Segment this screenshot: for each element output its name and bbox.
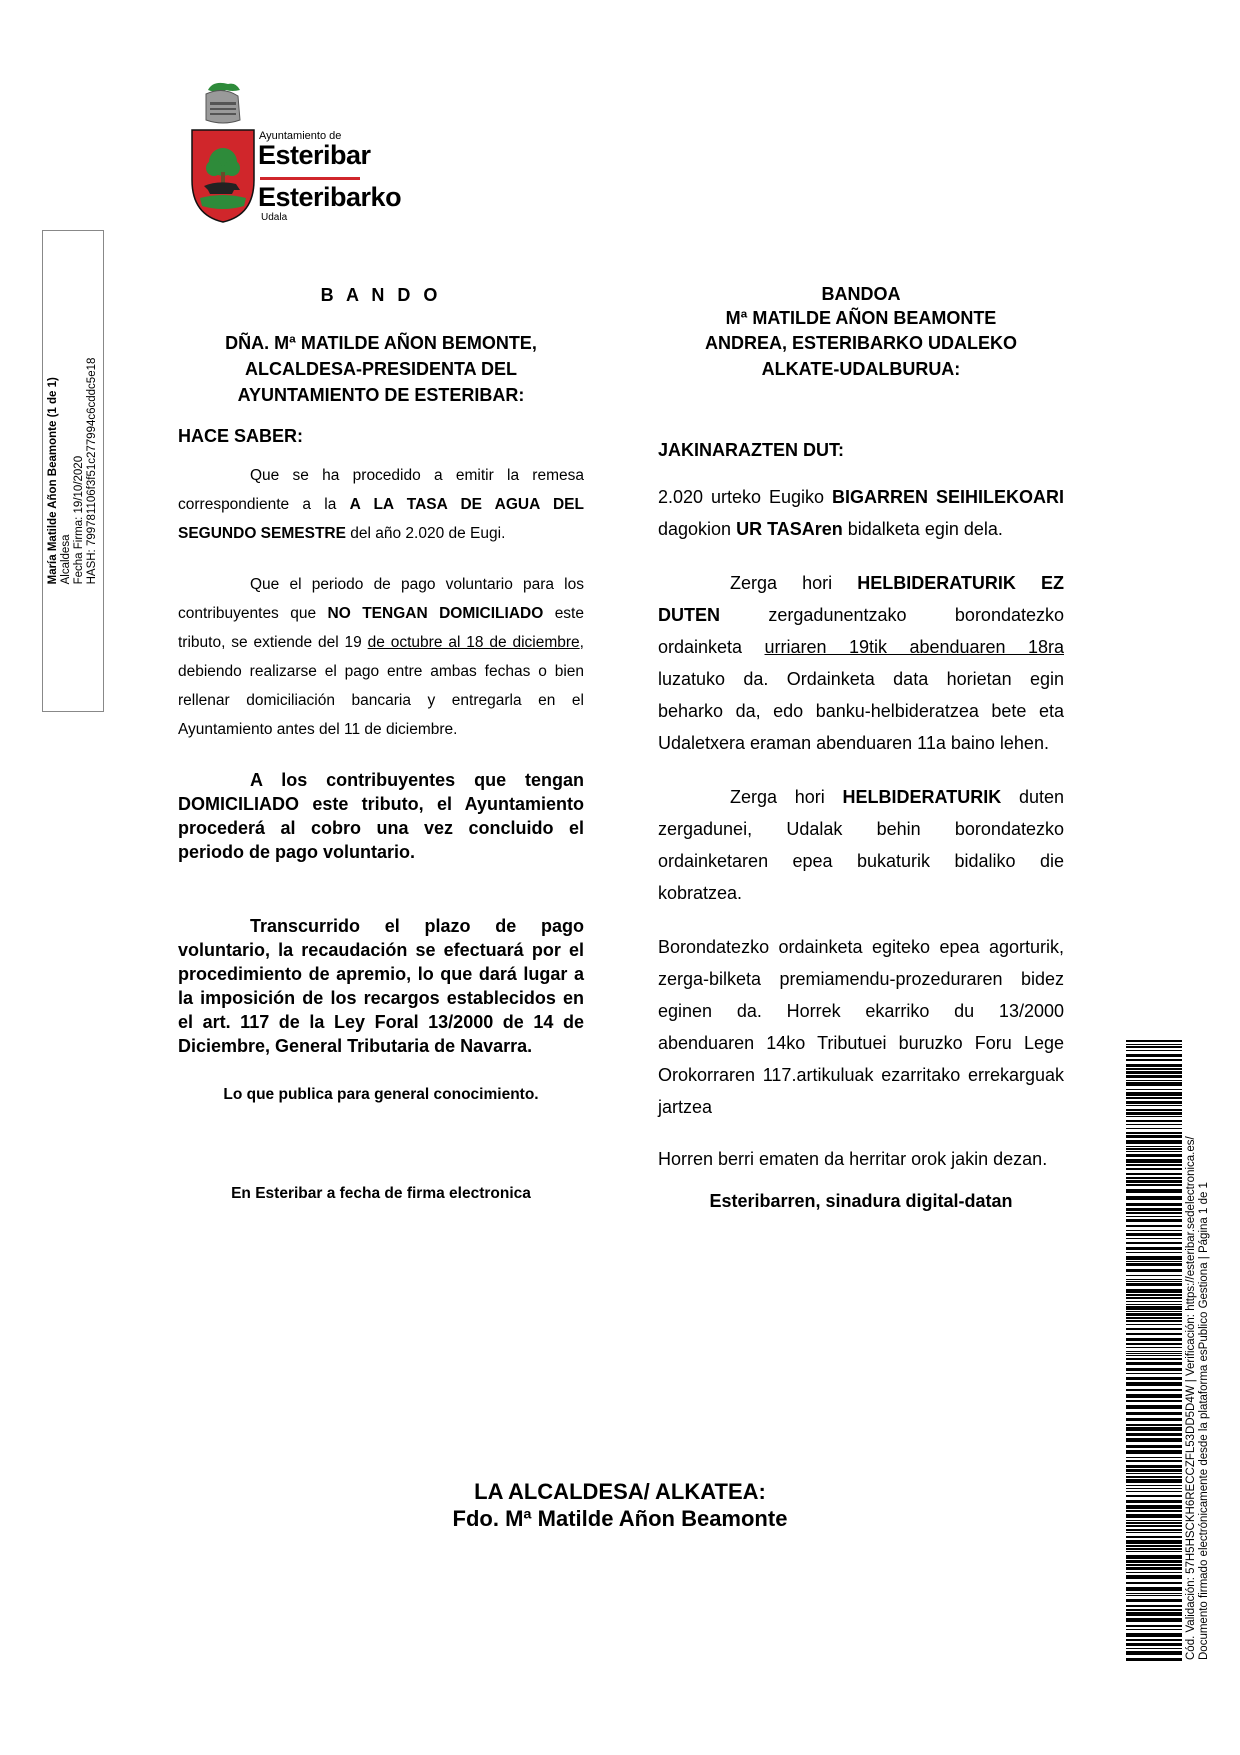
barcode-bar	[1126, 1460, 1182, 1462]
barcode-bar	[1126, 1400, 1182, 1402]
barcode-bar	[1126, 1046, 1182, 1048]
logo-text-esteribarko: Esteribarko	[258, 182, 402, 212]
left-paragraph-2	[178, 570, 584, 744]
left-paragraph-5: Lo que publica para general conocimiento.	[223, 1086, 539, 1103]
barcode-bar	[1126, 1180, 1182, 1183]
barcode-bar	[1126, 1230, 1182, 1231]
barcode-bar	[1126, 1151, 1182, 1152]
left-p1-text-a: Que se ha procedido a emitir la remesa correspondiente a la	[178, 467, 584, 513]
verification-note	[1185, 1136, 1211, 1660]
barcode-bar	[1126, 1382, 1182, 1386]
right-p1-text-c: dagokion	[658, 519, 737, 539]
barcode-bar	[1126, 1112, 1182, 1115]
barcode-bar	[1126, 1575, 1182, 1579]
barcode-bar	[1126, 1238, 1182, 1239]
barcode-bar	[1126, 1362, 1182, 1365]
left-paragraph-1	[178, 461, 584, 548]
barcode-bar	[1126, 1609, 1182, 1611]
barcode-bar	[1126, 1219, 1182, 1222]
signature-date: Fecha Firma: 19/10/2020	[73, 455, 85, 585]
barcode-bar	[1126, 1311, 1182, 1312]
barcode-bar	[1126, 1567, 1182, 1570]
barcode-bar	[1126, 1289, 1182, 1293]
barcode-bar	[1126, 1040, 1182, 1042]
barcode-bar	[1126, 1545, 1182, 1547]
barcode-bar	[1126, 1328, 1182, 1330]
verification-platform: Documento firmado electrónicamente desde la plataforma esPublico Gestiona | Página 1 de 1	[1198, 1182, 1210, 1660]
barcode-bar	[1126, 1587, 1182, 1591]
barcode-bar	[1126, 1412, 1182, 1415]
barcode-bar	[1126, 1520, 1182, 1521]
barcode-bar	[1126, 1313, 1182, 1316]
bando-title: B A N D O	[320, 285, 442, 305]
barcode-bar	[1126, 1457, 1182, 1458]
barcode-bar	[1126, 1281, 1182, 1282]
barcode-bar	[1126, 1639, 1182, 1641]
barcode-bar	[1126, 1532, 1182, 1533]
barcode-bar	[1126, 1301, 1182, 1302]
barcode-bar	[1126, 1629, 1182, 1630]
barcode-bar	[1126, 1097, 1182, 1099]
barcode-bar	[1126, 1572, 1182, 1573]
barcode-bar	[1126, 1252, 1182, 1253]
barcode-bar	[1126, 1164, 1182, 1166]
right-p3-text-b: HELBIDERATURIK	[842, 787, 1002, 807]
signature-text	[47, 358, 99, 585]
signatory-name: Fdo. Mª Matilde Añon Beamonte	[452, 1506, 788, 1531]
barcode-bar	[1126, 1389, 1182, 1391]
barcode-bar	[1126, 1651, 1182, 1655]
left-heading-line-2: ALCALDESA-PRESIDENTA DEL	[244, 359, 517, 379]
left-heading-line-1: DÑA. Mª MATILDE AÑON BEMONTE,	[225, 333, 537, 353]
barcode-bar	[1126, 1054, 1182, 1057]
right-heading-line-2: Mª MATILDE AÑON BEAMONTE	[725, 308, 997, 328]
right-p3-text-a: Zerga hori	[730, 787, 843, 807]
left-p2-text-d: de octubre al 18 de diciembre	[367, 634, 580, 651]
barcode-bar	[1126, 1368, 1182, 1371]
logo-divider	[260, 177, 360, 180]
signatory-block	[0, 1478, 1240, 1532]
barcode-bar	[1126, 1351, 1182, 1352]
barcode-bar	[1126, 1633, 1182, 1637]
barcode-bar	[1126, 1469, 1182, 1472]
barcode-bar	[1126, 1075, 1182, 1078]
barcode-bar	[1126, 1148, 1182, 1150]
barcode-bar	[1126, 1120, 1182, 1122]
barcode-bar	[1126, 1283, 1182, 1286]
barcode-bar	[1126, 1324, 1182, 1325]
barcode-bar	[1126, 1551, 1182, 1552]
right-p2-text-b: HELBIDERATURIK EZ DUTEN	[658, 573, 1064, 625]
barcode-bar	[1126, 1116, 1182, 1117]
signature-hash: HASH: 799781106f3f51c277994c6cddc5e18	[86, 357, 98, 585]
barcode-bar	[1126, 1433, 1182, 1436]
barcode-bar	[1126, 1168, 1182, 1170]
barcode-bar	[1126, 1479, 1182, 1483]
right-paragraph-3	[658, 781, 1064, 909]
right-paragraph-6: Esteribarren, sinadura digital-datan	[709, 1191, 1013, 1211]
logo-text-esteribar: Esteribar	[258, 140, 371, 170]
left-paragraph-4: Transcurrido el plazo de pago voluntario, la recaudación se efectuará por el procedimiento de apremio, lo que dará lugar a la imposición de los recargos establecidos en el art. 117 de la Ley Foral 13/2000 de 14 de Diciembre, General Tributaria de Navarra.	[178, 916, 584, 1056]
barcode-bar	[1126, 1438, 1182, 1442]
barcode-bar	[1126, 1529, 1182, 1531]
left-p2-text-a: Que el periodo de pago voluntario para los contribuyentes que	[178, 576, 584, 622]
barcode-bar	[1126, 1256, 1182, 1260]
barcode-bar	[1126, 1212, 1182, 1214]
barcode-bar	[1126, 1128, 1182, 1129]
barcode-bar	[1126, 1275, 1182, 1276]
signature-box	[42, 230, 104, 712]
barcode-bar	[1126, 1173, 1182, 1175]
barcode-bar	[1126, 1540, 1182, 1544]
right-p1-text-d: UR TASAren	[736, 519, 843, 539]
barcode-bar	[1126, 1159, 1182, 1163]
barcode-bar	[1126, 1377, 1182, 1380]
barcode-bar	[1126, 1514, 1182, 1518]
barcode-bar	[1126, 1525, 1182, 1527]
basque-column	[658, 282, 1064, 1217]
barcode-bar	[1126, 1582, 1182, 1584]
barcode-bar	[1126, 1233, 1182, 1236]
barcode-bar	[1126, 1269, 1182, 1272]
left-paragraph-3: A los contribuyentes que tengan DOMICILIADO este tributo, el Ayuntamiento procederá al cobro una vez concluido el periodo de pago voluntario.	[178, 770, 584, 862]
barcode-bar	[1126, 1473, 1182, 1474]
barcode-bar	[1126, 1605, 1182, 1607]
barcode-bar	[1126, 1196, 1182, 1200]
barcode-bar	[1126, 1154, 1182, 1157]
barcode-bar	[1126, 1044, 1182, 1045]
barcode-bar	[1126, 1225, 1182, 1227]
barcode-bar	[1126, 1306, 1182, 1310]
right-heading-line-3: ANDREA, ESTERIBARKO UDALEKO	[704, 333, 1017, 353]
barcode-bar	[1126, 1560, 1182, 1563]
barcode-bar	[1126, 1510, 1182, 1512]
barcode-bar	[1126, 1071, 1182, 1074]
barcode-bar	[1126, 1140, 1182, 1144]
barcode-bar	[1126, 1124, 1182, 1125]
left-p2-text-c: este tributo, se extiende del 19	[178, 605, 584, 651]
barcode-bar	[1126, 1373, 1182, 1374]
spanish-column	[178, 282, 584, 1208]
barcode-bar	[1126, 1320, 1182, 1322]
barcode-bar	[1126, 1347, 1182, 1348]
barcode-bar	[1126, 1595, 1182, 1596]
barcode-bar	[1126, 1109, 1182, 1111]
barcode-bar	[1126, 1068, 1182, 1070]
barcode-bar	[1126, 1418, 1182, 1421]
right-p3-text-c: duten zergadunei, Udalak behin borondatezko ordainketaren epea bukaturik bidaliko die kobratzea.	[658, 787, 1064, 903]
right-p1-text-e: bidalketa egin dela.	[842, 519, 1003, 539]
barcode-bar	[1126, 1618, 1182, 1622]
barcode-bar	[1126, 1358, 1182, 1360]
right-paragraph-5: Horren berri ematen da herritar orok jakin dezan.	[658, 1149, 1048, 1169]
barcode-bar	[1126, 1216, 1182, 1217]
barcode-bar	[1126, 1394, 1182, 1398]
barcode-bar	[1126, 1536, 1182, 1538]
barcode-bar	[1126, 1548, 1182, 1550]
barcode-bar	[1126, 1177, 1182, 1179]
barcode-bar	[1126, 1050, 1182, 1051]
barcode-bar	[1126, 1059, 1182, 1061]
right-p1-text-b: BIGARREN SEIHILEKOARI	[832, 487, 1064, 507]
barcode-bar	[1126, 1491, 1182, 1492]
logo-text-udala: Udala	[261, 212, 288, 223]
right-p2-text-d: urriaren 19tik abenduaren 18ra	[764, 637, 1065, 657]
barcode-bar	[1126, 1263, 1182, 1266]
barcode-bar	[1126, 1146, 1182, 1147]
barcode-bar	[1126, 1184, 1182, 1186]
hace-saber-heading: HACE SABER:	[178, 426, 304, 446]
barcode-bar	[1126, 1208, 1182, 1211]
barcode-bar	[1126, 1203, 1182, 1206]
barcode-bar	[1126, 1599, 1182, 1602]
barcode-bar	[1126, 1465, 1182, 1468]
barcode-bar	[1126, 1064, 1182, 1067]
barcode-bar	[1126, 1495, 1182, 1497]
barcode-bar	[1126, 1092, 1182, 1096]
barcode-bar	[1126, 1261, 1182, 1262]
signatory-title: LA ALCALDESA/ ALKATEA:	[474, 1479, 766, 1504]
barcode-bar	[1126, 1445, 1182, 1448]
left-p1-text-c: del año 2.020 de Eugi.	[345, 525, 506, 542]
barcode-bar	[1126, 1297, 1182, 1299]
barcode-bar	[1126, 1105, 1182, 1106]
right-heading-line-4: ALKATE-UDALBURUA:	[761, 359, 961, 379]
right-p2-text-a: Zerga hori	[730, 573, 858, 593]
barcode-bar	[1126, 1427, 1182, 1431]
left-p2-text-b: NO TENGAN DOMICILIADO	[327, 605, 544, 622]
barcode-bar	[1126, 1488, 1182, 1489]
barcode-bar	[1126, 1080, 1182, 1081]
barcode-bar	[1126, 1089, 1182, 1090]
verification-code: Cód. Validación: 57H5HSCKH6RECCZFL53DD5D4W | Verificación: https://esteribar.sedelectronica.es/	[1185, 1136, 1197, 1660]
barcode-bar	[1126, 1343, 1182, 1345]
coat-of-arms-icon	[188, 80, 258, 225]
barcode-bar	[1126, 1304, 1182, 1305]
left-p2-text-e: , debiendo realizarse el pago entre ambas fechas o bien rellenar domiciliación bancaria y entregarla en el Ayuntamiento antes del 11 de diciembre.	[178, 634, 584, 738]
barcode-bar	[1126, 1355, 1182, 1356]
right-p2-text-c: zergadunentzako borondatezko ordainketa	[658, 605, 1064, 657]
barcode-bar	[1126, 1101, 1182, 1104]
barcode-bar	[1126, 1564, 1182, 1566]
barcode-bar	[1126, 1505, 1182, 1509]
left-paragraph-6: En Esteribar a fecha de firma electronica	[231, 1185, 531, 1202]
validation-barcode	[1126, 1040, 1182, 1662]
barcode-bar	[1126, 1333, 1182, 1335]
municipality-logo	[188, 80, 408, 225]
barcode-bar	[1126, 1082, 1182, 1086]
right-heading-line-1: BANDOA	[821, 284, 901, 304]
barcode-bar	[1126, 1485, 1182, 1486]
barcode-bar	[1126, 1612, 1182, 1616]
barcode-bar	[1126, 1424, 1182, 1426]
barcode-bar	[1126, 1135, 1182, 1138]
barcode-bar	[1126, 1555, 1182, 1559]
barcode-bar	[1126, 1522, 1182, 1524]
barcode-bar	[1126, 1242, 1182, 1244]
barcode-bar	[1126, 1189, 1182, 1193]
barcode-bar	[1126, 1132, 1182, 1134]
barcode-bar	[1126, 1279, 1182, 1280]
barcode-bar	[1126, 1476, 1182, 1478]
barcode-bar	[1126, 1317, 1182, 1319]
barcode-bar	[1126, 1658, 1182, 1661]
barcode-bar	[1126, 1353, 1182, 1354]
barcode-bar	[1126, 1294, 1182, 1296]
logo-text-ayuntamiento: Ayuntamiento de	[259, 130, 342, 142]
barcode-bar	[1126, 1247, 1182, 1250]
barcode-bar	[1126, 1625, 1182, 1627]
barcode-bar	[1126, 1593, 1182, 1594]
right-paragraph-4: Borondatezko ordainketa egiteko epea agorturik, zerga-bilketa premiamendu-prozeduraren bidez eginen da. Horrek ekarriko du 13/2000 abenduaren 14ko Tributuei buruzko Foru Lege Orokorraren 117.artikuluak ezarritako errekarguak jartzea	[658, 937, 1064, 1117]
right-p1-text-a: 2.020 urteko Eugiko	[658, 487, 832, 507]
left-heading-line-3: AYUNTAMIENTO DE ESTERIBAR:	[237, 385, 525, 405]
left-p1-text-b: A LA TASA DE AGUA DEL SEGUNDO SEMESTRE	[178, 496, 584, 542]
barcode-icon	[1126, 1040, 1182, 1662]
barcode-bar	[1126, 1405, 1182, 1409]
barcode-bar	[1126, 1338, 1182, 1341]
signature-name: María Matilde Añon Beamonte (1 de 1)	[47, 377, 59, 585]
right-p2-text-e: luzatuko da. Ordainketa data horietan egin beharko da, edo banku-helbideratzea bete eta Udaletxera eraman abenduaren 11a baino lehen.	[658, 669, 1064, 753]
jakinarazten-heading: JAKINARAZTEN DUT:	[658, 440, 844, 460]
signature-role: Alcaldesa	[60, 534, 72, 585]
right-paragraph-1	[658, 481, 1064, 545]
barcode-bar	[1126, 1500, 1182, 1503]
barcode-bar	[1126, 1450, 1182, 1454]
right-paragraph-2	[658, 567, 1064, 759]
barcode-bar	[1126, 1643, 1182, 1646]
barcode-bar	[1126, 1648, 1182, 1649]
